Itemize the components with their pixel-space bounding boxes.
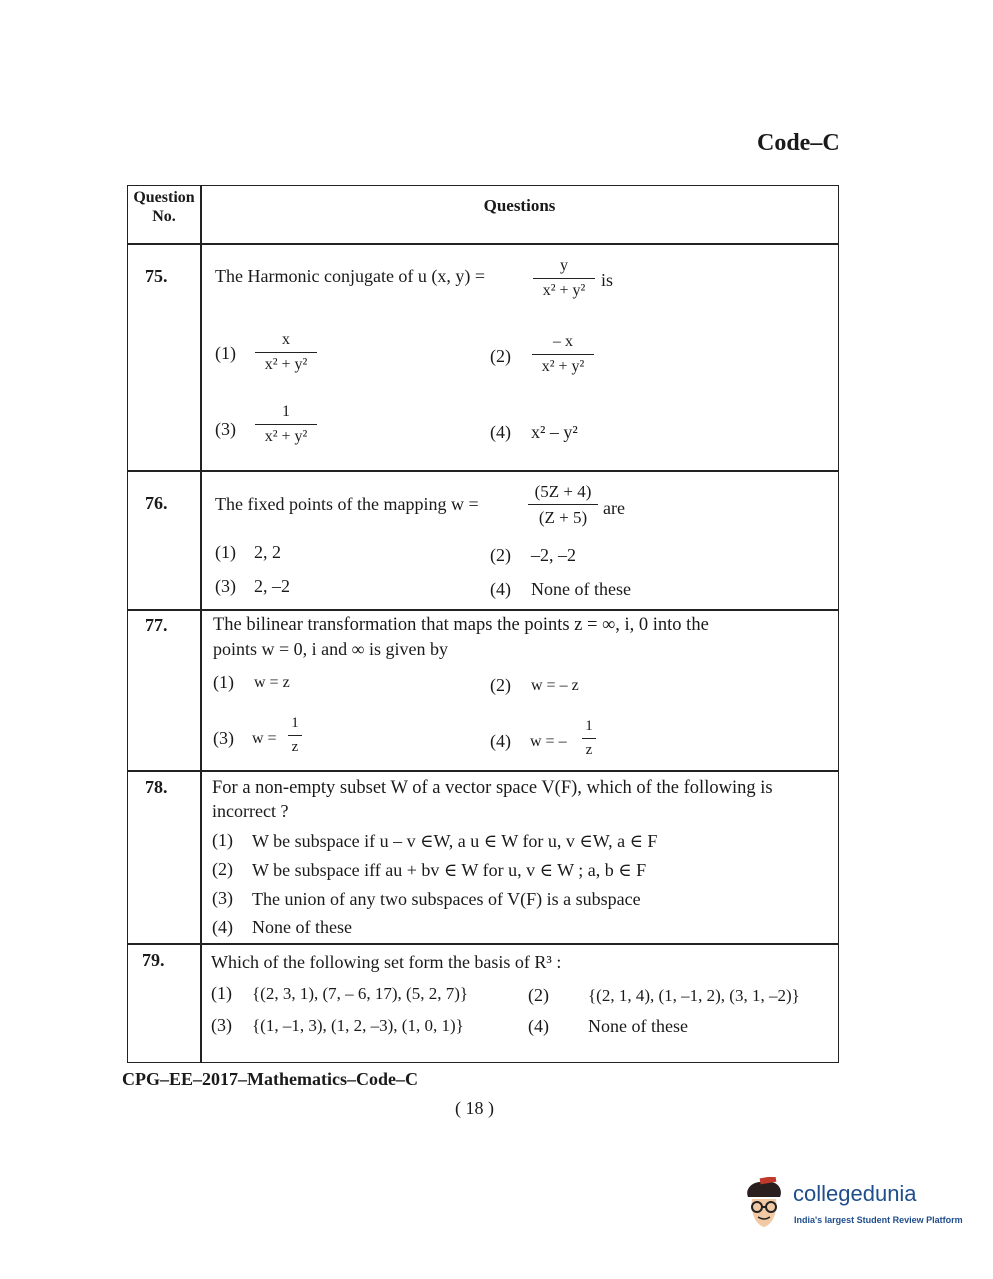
question-stem-line: The bilinear transformation that maps the points z = ∞, i, 0 into the xyxy=(213,615,709,635)
row-divider xyxy=(127,770,839,772)
option-text: w = – z xyxy=(531,677,579,694)
option-text: W be subspace iff au + bv ∈ W for u, v ∈ W ; a, b ∈ F xyxy=(252,860,647,880)
numerator: x xyxy=(282,331,290,348)
question-stem-line: incorrect ? xyxy=(212,801,289,821)
row-divider xyxy=(127,609,839,611)
numerator: – x xyxy=(553,333,573,350)
denominator: z xyxy=(585,742,593,758)
question-number: 75. xyxy=(145,266,168,286)
option-label: (3) xyxy=(212,888,233,908)
option-label: (4) xyxy=(528,1016,549,1036)
option-text: The union of any two subspaces of V(F) is a subspace xyxy=(252,889,641,909)
question-stem: The Harmonic conjugate of u (x, y) = xyxy=(215,266,486,286)
option-fraction xyxy=(255,332,317,373)
option-label: (3) xyxy=(213,728,234,748)
option-text: w = z xyxy=(254,674,290,691)
collegedunia-logo xyxy=(738,1175,963,1235)
question-number: 76. xyxy=(145,493,168,513)
column-divider xyxy=(200,185,202,1063)
option-text: {(2, 3, 1), (7, – 6, 17), (5, 2, 7)} xyxy=(252,984,469,1003)
option-text: 2, 2 xyxy=(254,542,281,562)
option-prefix: w = xyxy=(252,730,277,747)
question-number: 77. xyxy=(145,615,168,635)
option-text: {(2, 1, 4), (1, –1, 2), (3, 1, –2)} xyxy=(588,986,800,1005)
option-prefix: w = – xyxy=(530,733,567,750)
option-label: (2) xyxy=(490,545,511,565)
header-questions: Questions xyxy=(483,196,556,215)
row-divider xyxy=(127,943,839,945)
code-label: Code–C xyxy=(757,130,840,156)
option-label: (4) xyxy=(490,579,511,599)
option-label: (2) xyxy=(490,346,511,366)
fraction xyxy=(528,483,598,526)
row-divider xyxy=(127,470,839,472)
option-label: (1) xyxy=(211,983,232,1003)
denominator: x² + y² xyxy=(264,428,308,445)
option-label: (1) xyxy=(212,830,233,850)
denominator: (Z + 5) xyxy=(538,508,588,527)
option-text: x² – y² xyxy=(531,422,578,442)
header-question-no: Question No. xyxy=(133,189,195,225)
option-text: –2, –2 xyxy=(531,545,576,565)
option-label: (4) xyxy=(490,731,511,751)
option-label: (4) xyxy=(490,422,511,442)
question-stem-line: For a non-empty subset W of a vector space V(F), which of the following is xyxy=(212,778,773,798)
numerator: 1 xyxy=(282,403,290,420)
option-fraction xyxy=(532,334,594,375)
page-number: ( 18 ) xyxy=(455,1098,494,1118)
option-text: W be subspace if u – v ∈W, a u ∈ W for u, v ∈W, a ∈ F xyxy=(252,831,658,851)
logo-tagline: India's largest Student Review Platform xyxy=(794,1215,963,1225)
logo-name: collegedunia xyxy=(793,1181,917,1206)
question-stem: Which of the following set form the basis of R³ : xyxy=(211,952,562,972)
option-label: (1) xyxy=(213,672,234,692)
row-divider xyxy=(127,243,839,245)
option-label: (2) xyxy=(212,859,233,879)
option-text: 2, –2 xyxy=(254,576,290,596)
question-number: 78. xyxy=(145,777,168,797)
question-stem-line: points w = 0, i and ∞ is given by xyxy=(213,639,448,659)
option-label: (2) xyxy=(490,675,511,695)
option-text: None of these xyxy=(252,917,352,937)
option-text: {(1, –1, 3), (1, 2, –3), (1, 0, 1)} xyxy=(252,1016,464,1035)
denominator: z xyxy=(291,739,299,755)
option-label: (3) xyxy=(215,419,236,439)
mascot-icon xyxy=(738,1177,790,1233)
option-fraction xyxy=(255,404,317,445)
option-fraction xyxy=(582,719,596,758)
denominator: x² + y² xyxy=(541,358,585,375)
fraction xyxy=(533,258,595,299)
option-label: (3) xyxy=(215,576,236,596)
denominator: x² + y² xyxy=(542,282,586,299)
option-label: (4) xyxy=(212,917,233,937)
denominator: x² + y² xyxy=(264,356,308,373)
numerator: y xyxy=(560,257,568,274)
question-stem-suffix: are xyxy=(603,498,625,518)
question-stem: The fixed points of the mapping w = xyxy=(215,494,479,514)
footer-code: CPG–EE–2017–Mathematics–Code–C xyxy=(122,1069,418,1089)
numerator: 1 xyxy=(585,718,593,734)
numerator: 1 xyxy=(291,715,299,731)
option-label: (3) xyxy=(211,1015,232,1035)
option-label: (2) xyxy=(528,985,549,1005)
question-stem-suffix: is xyxy=(601,270,614,290)
option-label: (1) xyxy=(215,343,236,363)
option-text: None of these xyxy=(588,1016,688,1036)
option-fraction xyxy=(288,716,302,755)
option-text: None of these xyxy=(531,579,631,599)
option-label: (1) xyxy=(215,542,236,562)
numerator: (5Z + 4) xyxy=(534,482,592,501)
question-number: 79. xyxy=(142,950,165,970)
